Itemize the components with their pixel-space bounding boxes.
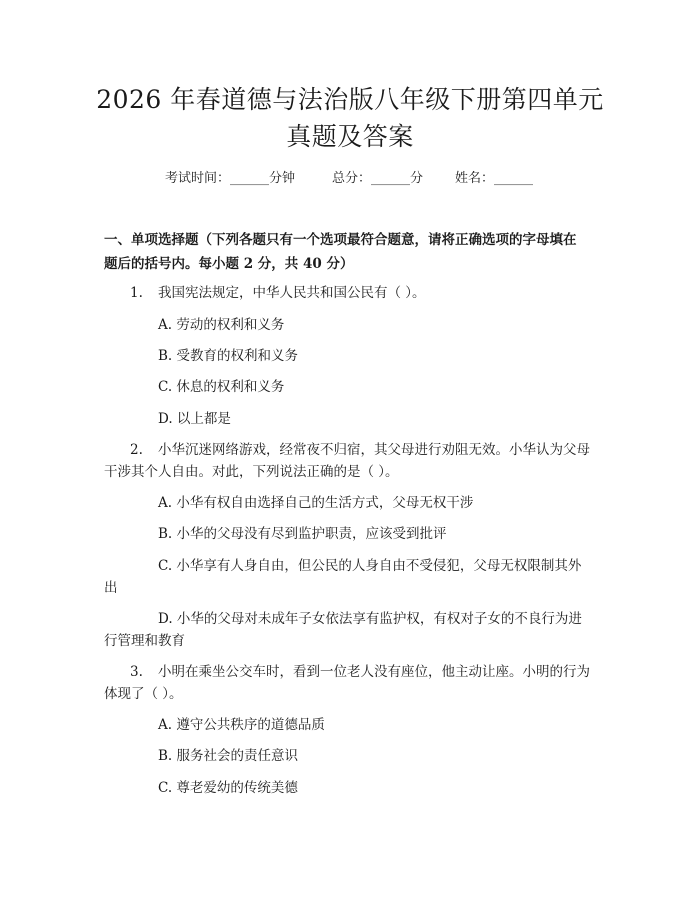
document-title-line2: 真题及答案 [286,122,414,151]
document-title-line1: 2026 年春道德与法治版八年级下册第四单元 [96,85,604,114]
exam-score-field: 总分：______分 [332,171,424,186]
question-1-stem [104,283,426,303]
question-2-option-d: D. 小华的父母对未成年子女依法享有监护权，有权对子女的不良行为进 [158,611,582,627]
exam-name-field: 姓名：______ [455,171,534,186]
question-2-option-c-cont: 出 [104,580,118,596]
question-2-option-b: B. 小华的父母没有尽到监护职责，应该受到批评 [158,526,447,542]
question-2-stem [104,440,590,460]
question-stem-text: 我国宪法规定，中华人民共和国公民有（ ）。 [158,285,426,301]
question-1-option-b: B. 受教育的权利和义务 [158,348,299,364]
exam-time-field: 考试时间：______分钟 [165,171,296,186]
question-number: 2. [130,442,143,458]
question-1-option-c: C. 休息的权利和义务 [158,379,285,395]
question-1-option-d: D. 以上都是 [158,411,231,427]
question-3-stem-line2: 体现了（ ）。 [104,686,183,702]
question-3-option-c: C. 尊老爱幼的传统美德 [158,780,298,796]
section-heading-line2: 题后的括号内。每小题 2 分，共 40 分） [104,256,354,272]
question-2-stem-line2: 干涉其个人自由。对此，下列说法正确的是（ ）。 [104,464,399,480]
question-2-option-a: A. 小华有权自由选择自己的生活方式，父母无权干涉 [158,495,474,511]
question-3-stem [104,662,590,682]
question-number: 1. [130,285,143,301]
section-heading-line1: 一、单项选择题（下列各题只有一个选项最符合题意，请将正确选项的字母填在 [104,232,577,248]
section-heading [104,228,604,276]
question-3-option-b: B. 服务社会的责任意识 [158,748,299,764]
question-stem-text: 小明在乘坐公交车时，看到一位老人没有座位，他主动让座。小明的行为 [158,664,590,680]
question-2-option-c: C. 小华享有人身自由，但公民的人身自由不受侵犯，父母无权限制其外 [158,558,582,574]
question-stem-text: 小华沉迷网络游戏，经常夜不归宿，其父母进行劝阻无效。小华认为父母 [158,442,590,458]
question-2-option-d-cont: 行管理和教育 [104,633,185,649]
question-1-option-a: A. 劳动的权利和义务 [158,317,285,333]
question-3-option-a: A. 遵守公共秩序的道德品质 [158,717,325,733]
question-number: 3. [130,664,143,680]
